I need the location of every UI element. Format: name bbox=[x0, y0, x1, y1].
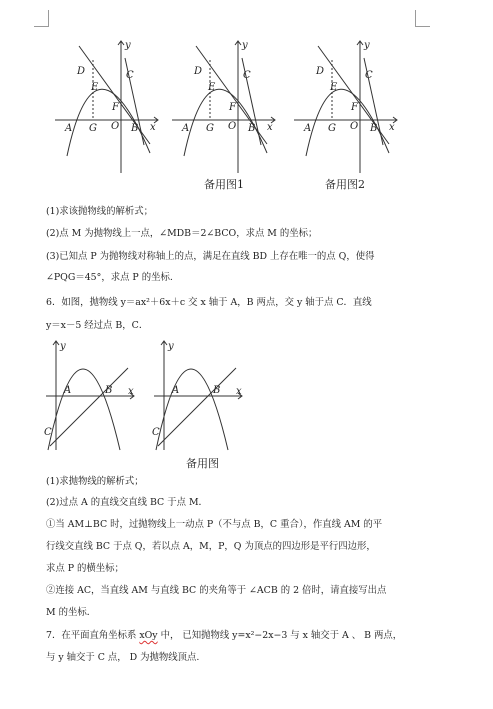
crop-mark-left bbox=[34, 10, 49, 27]
figure-q6-spare bbox=[150, 338, 250, 453]
label-E: E bbox=[91, 82, 99, 93]
question-7-stem-line-2: 与 y 轴交于 C 点， D 为抛物线顶点. bbox=[46, 652, 200, 663]
label-y: y bbox=[168, 341, 174, 352]
question-5-part-2: (2)点 M 为抛物线上一点，∠MDB＝2∠BCO，求点 M 的坐标； bbox=[46, 228, 318, 239]
question-7-stem-line-1 bbox=[46, 630, 402, 642]
label-y: y bbox=[364, 40, 370, 51]
label-C: C bbox=[44, 427, 52, 438]
label-B: B bbox=[105, 385, 113, 396]
label-D: D bbox=[194, 66, 203, 77]
question-6-part-1: (1)求抛物线的解析式； bbox=[46, 476, 144, 487]
question-5-part-3-line-1: (3)已知点 P 为抛物线对称轴上的点，满足在直线 BD 上存在唯一的点 Q，使得 bbox=[46, 251, 375, 262]
xoy-spellcheck-term: xOy bbox=[139, 630, 158, 641]
label-C: C bbox=[243, 70, 251, 81]
label-D: D bbox=[77, 66, 86, 77]
label-C: C bbox=[126, 70, 134, 81]
question-6-part-2-item-1-line-2: 行线交直线 BC 于点 Q，若以点 A，M，P，Q 为顶点的四边形是平行四边形， bbox=[46, 541, 376, 552]
label-y: y bbox=[60, 341, 66, 352]
question-6-stem-line-2: y＝x－5 经过点 B，C． bbox=[46, 320, 149, 331]
question-6-part-2-item-2-line-2: M 的坐标． bbox=[46, 607, 97, 618]
label-A: A bbox=[65, 123, 73, 134]
label-E: E bbox=[208, 82, 216, 93]
label-C: C bbox=[365, 70, 373, 81]
label-C: C bbox=[152, 427, 160, 438]
label-A: A bbox=[172, 385, 180, 396]
label-x: x bbox=[389, 122, 395, 133]
label-y: y bbox=[125, 40, 131, 51]
label-A: A bbox=[182, 123, 190, 134]
label-G: G bbox=[206, 123, 214, 134]
caption-spare-2: 备用图2 bbox=[325, 178, 365, 191]
label-F: F bbox=[229, 102, 236, 113]
label-G: G bbox=[328, 123, 336, 134]
caption-q6-spare: 备用图 bbox=[186, 457, 219, 470]
figure-q6-main bbox=[42, 338, 142, 453]
label-O: O bbox=[350, 121, 359, 132]
label-B: B bbox=[213, 385, 221, 396]
question-6-stem-line-1: 6．如图，抛物线 y＝ax²＋6x＋c 交 x 轴于 A，B 两点，交 y 轴于点 C．直线 bbox=[46, 297, 372, 308]
question-6-part-2-item-1-line-1: ①当 AM⊥BC 时，过抛物线上一动点 P（不与点 B，C 重合），作直线 AM 的平 bbox=[46, 519, 383, 530]
label-F: F bbox=[112, 102, 119, 113]
label-B: B bbox=[131, 123, 139, 134]
label-y: y bbox=[242, 40, 248, 51]
label-F: F bbox=[351, 102, 358, 113]
figure-parabola-main bbox=[55, 38, 165, 178]
label-G: G bbox=[89, 123, 97, 134]
question-6-part-2-item-2-line-1: ②连接 AC，当直线 AM 与直线 BC 的夹角等于 ∠ACB 的 2 倍时，请直接写出点 bbox=[46, 585, 387, 596]
label-B: B bbox=[248, 123, 256, 134]
label-O: O bbox=[228, 121, 237, 132]
question-5-part-1: (1)求该抛物线的解析式； bbox=[46, 206, 154, 217]
label-A: A bbox=[64, 385, 72, 396]
label-x: x bbox=[267, 122, 273, 133]
crop-mark-right bbox=[415, 10, 430, 27]
figure-parabola-spare-2 bbox=[294, 38, 404, 178]
caption-spare-1: 备用图1 bbox=[204, 178, 244, 191]
figure-parabola-spare-1 bbox=[172, 38, 282, 178]
label-x: x bbox=[236, 386, 242, 397]
question-7-suffix: 中， 已知抛物线 y=x²−2x−3 与 x 轴交于 A 、 B 两点， bbox=[157, 630, 403, 641]
label-B: B bbox=[370, 123, 378, 134]
question-7-prefix: 7．在平面直角坐标系 bbox=[46, 630, 140, 641]
label-x: x bbox=[150, 122, 156, 133]
question-5-part-3-line-2: ∠PQG＝45°，求点 P 的坐标. bbox=[46, 272, 173, 283]
question-6-part-2: (2)过点 A 的直线交直线 BC 于点 M． bbox=[46, 497, 208, 508]
label-x: x bbox=[128, 386, 134, 397]
label-D: D bbox=[316, 66, 325, 77]
question-6-part-2-item-1-line-3: 求点 P 的横坐标； bbox=[46, 563, 124, 574]
label-A: A bbox=[304, 123, 312, 134]
label-O: O bbox=[111, 121, 120, 132]
label-E: E bbox=[330, 82, 338, 93]
